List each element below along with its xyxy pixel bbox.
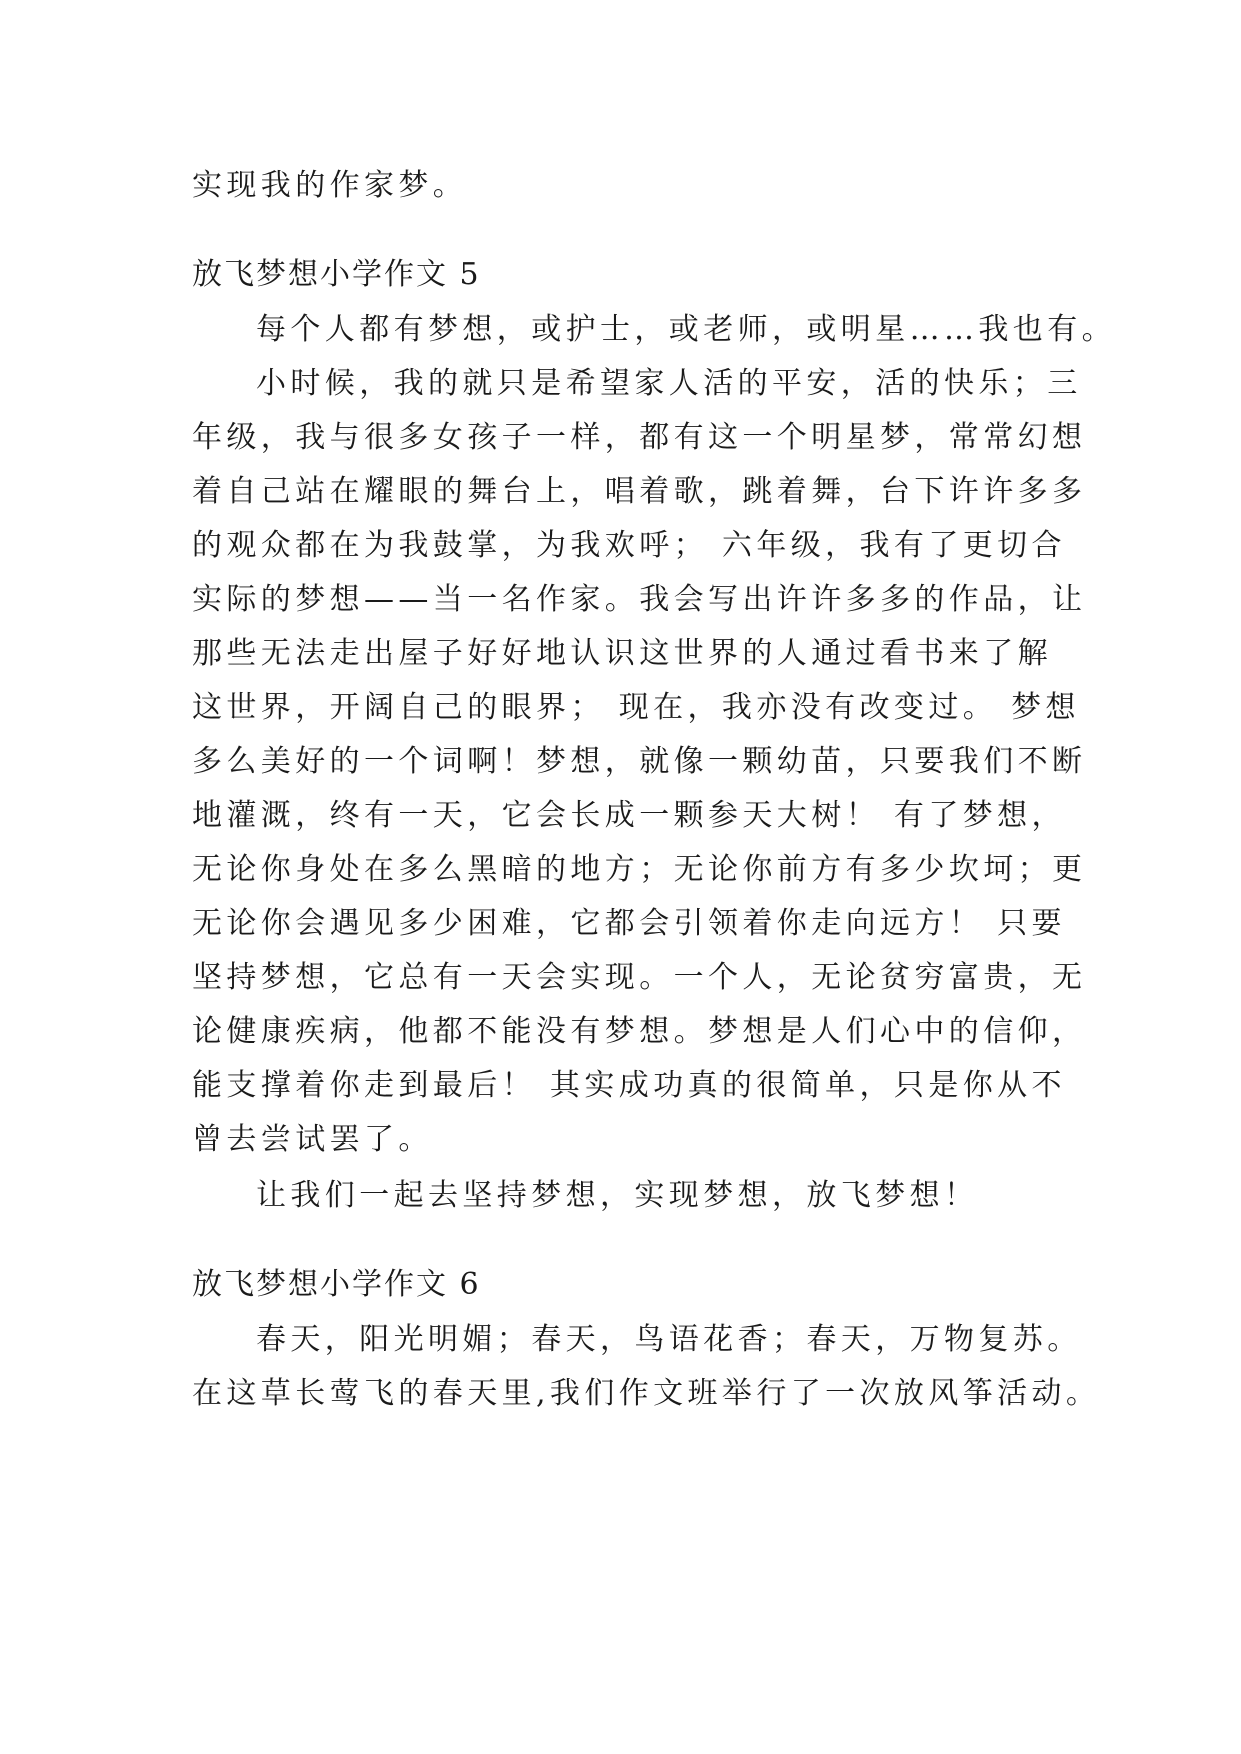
essay-5-paragraph-2-line: 坚持梦想，它总有一天会实现。一个人，无论贫穷富贵，无 xyxy=(192,960,1087,995)
essay-6-title: 放飞梦想小学作文 6 xyxy=(192,1267,481,1302)
essay-6-paragraph-1-line: 在这草长莺飞的春天里,我们作文班举行了一次放风筝活动。 xyxy=(192,1376,1101,1411)
essay-5-paragraph-2-line: 无论你身处在多么黑暗的地方；无论你前方有多少坎坷；更 xyxy=(192,852,1087,887)
essay-5-paragraph-2-line: 地灌溉，终有一天，它会长成一颗参天大树！ 有了梦想， xyxy=(192,798,1066,833)
essay-5-paragraph-2-line: 无论你会遇见多少困难，它都会引领着你走向远方！ 只要 xyxy=(192,906,1066,941)
essay-5-title: 放飞梦想小学作文 5 xyxy=(192,257,481,292)
essay-5-paragraph-2-line: 多么美好的一个词啊！梦想，就像一颗幼苗，只要我们不断 xyxy=(192,744,1087,779)
essay-5-paragraph-1: 每个人都有梦想，或护士，或老师，或明星……我也有。 xyxy=(256,312,1116,347)
essay-6-paragraph-1-line: 春天，阳光明媚；春天，鸟语花香；春天，万物复苏。 xyxy=(256,1322,1082,1357)
essay-5-paragraph-2-line: 小时候，我的就只是希望家人活的平安，活的快乐；三 xyxy=(256,366,1082,401)
essay-5-paragraph-2-line: 曾去尝试罢了。 xyxy=(192,1122,433,1157)
essay-5-paragraph-2-line: 实际的梦想——当一名作家。我会写出许许多多的作品，让 xyxy=(192,582,1087,617)
essay-5-paragraph-2-line: 那些无法走出屋子好好地认识这世界的人通过看书来了解 xyxy=(192,636,1052,671)
essay-5-paragraph-3: 让我们一起去坚持梦想，实现梦想，放飞梦想！ xyxy=(256,1178,979,1213)
essay-5-paragraph-2-line: 的观众都在为我鼓掌，为我欢呼； 六年级，我有了更切合 xyxy=(192,528,1066,563)
essay-5-paragraph-2-line: 这世界，开阔自己的眼界； 现在，我亦没有改变过。 梦想 xyxy=(192,690,1080,725)
essay-5-paragraph-2-line: 年级，我与很多女孩子一样，都有这一个明星梦，常常幻想 xyxy=(192,420,1087,455)
essay-5-paragraph-2-line: 论健康疾病，他都不能没有梦想。梦想是人们心中的信仰， xyxy=(192,1014,1087,1049)
essay-5-paragraph-2-line: 能支撑着你走到最后！ 其实成功真的很简单，只是你从不 xyxy=(192,1068,1066,1103)
essay-5-paragraph-2-line: 着自己站在耀眼的舞台上，唱着歌，跳着舞，台下许许多多 xyxy=(192,474,1087,509)
continued-text-line: 实现我的作家梦。 xyxy=(192,168,468,203)
